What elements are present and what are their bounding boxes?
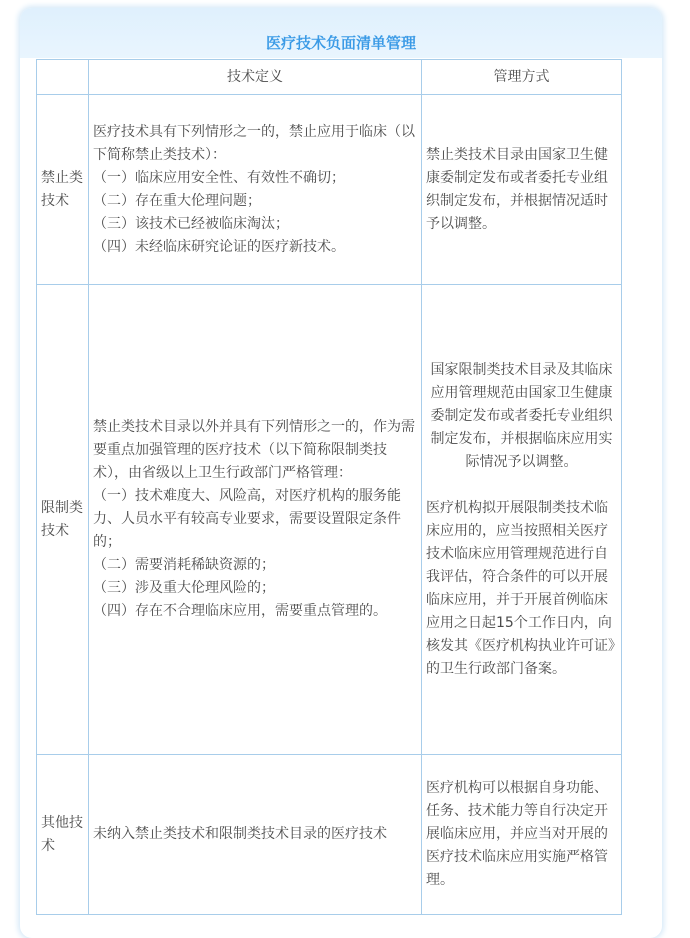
definition-cell (89, 285, 422, 755)
definition-line: （三）涉及重大伦理风险的； (93, 580, 275, 596)
definition-cell (89, 755, 422, 915)
definition-line: （四）未经临床研究论证的医疗新技术。 (93, 238, 345, 255)
table-row (37, 95, 622, 285)
management-paragraph: 医疗机构可以根据自身功能、任务、技术能力等自行决定开展临床应用，并应当对开展的医疗技术临床应用实施严格管理。 (426, 780, 608, 888)
category-cell: 其他技术 (37, 755, 89, 915)
definition-line: （三）该技术已经被临床淘汰； (93, 215, 289, 232)
category-cell: 禁止类技术 (37, 95, 89, 285)
definition-line: （四）存在不合理临床应用，需要重点管理的。 (93, 603, 387, 619)
definition-line: 未纳入禁止类技术和限制类技术目录的医疗技术 (93, 826, 387, 842)
management-paragraph: 国家限制类技术目录及其临床应用管理规范由国家卫生健康委制定发布或者委托专业组织制定发布，并根据临床应用实际情况予以调整。 (430, 361, 613, 470)
header-definition: 技术定义 (89, 60, 422, 95)
paragraph-gap (426, 474, 617, 497)
table-row (37, 755, 622, 915)
management-paragraph: 禁止类技术目录由国家卫生健康委制定发布或者委托专业组织制定发布，并根据情况适时予以调整。 (426, 146, 608, 232)
table-row (37, 285, 622, 755)
management-cell (422, 285, 622, 755)
definition-cell (89, 95, 422, 285)
page-title: 医疗技术负面清单管理 (265, 34, 416, 52)
header-management: 管理方式 (422, 60, 622, 95)
category-cell: 限制类技术 (37, 285, 89, 755)
table-header-row (37, 60, 622, 95)
definition-line: （一）技术难度大、风险高，对医疗机构的服务能力、人员水平有较高专业要求，需要设置限定条件的； (93, 488, 401, 550)
definition-line: （一）临床应用安全性、有效性不确切； (93, 169, 345, 186)
definition-line: 禁止类技术目录以外并具有下列情形之一的，作为需要重点加强管理的医疗技术（以下简称限制类技术），由省级以上卫生行政部门严格管理： (93, 419, 415, 481)
definition-line: （二）需要消耗稀缺资源的； (93, 557, 275, 573)
definition-line: 医疗技术具有下列情形之一的，禁止应用于临床（以下简称禁止类技术）： (93, 123, 415, 163)
management-cell (422, 755, 622, 915)
management-paragraph: 医疗机构拟开展限制类技术临床应用的，应当按照相关医疗技术临床应用管理规范进行自我评估，符合条件的可以开展临床应用，并于开展首例临床应用之日起15个工作日内，向核发其《医疗机构执业许可证》的卫生行政部门备案。 (426, 499, 615, 677)
negative-list-table (36, 59, 622, 915)
header-corner (37, 60, 89, 95)
definition-line: （二）存在重大伦理问题； (93, 192, 261, 209)
content-card (20, 8, 662, 938)
management-cell (422, 95, 622, 285)
